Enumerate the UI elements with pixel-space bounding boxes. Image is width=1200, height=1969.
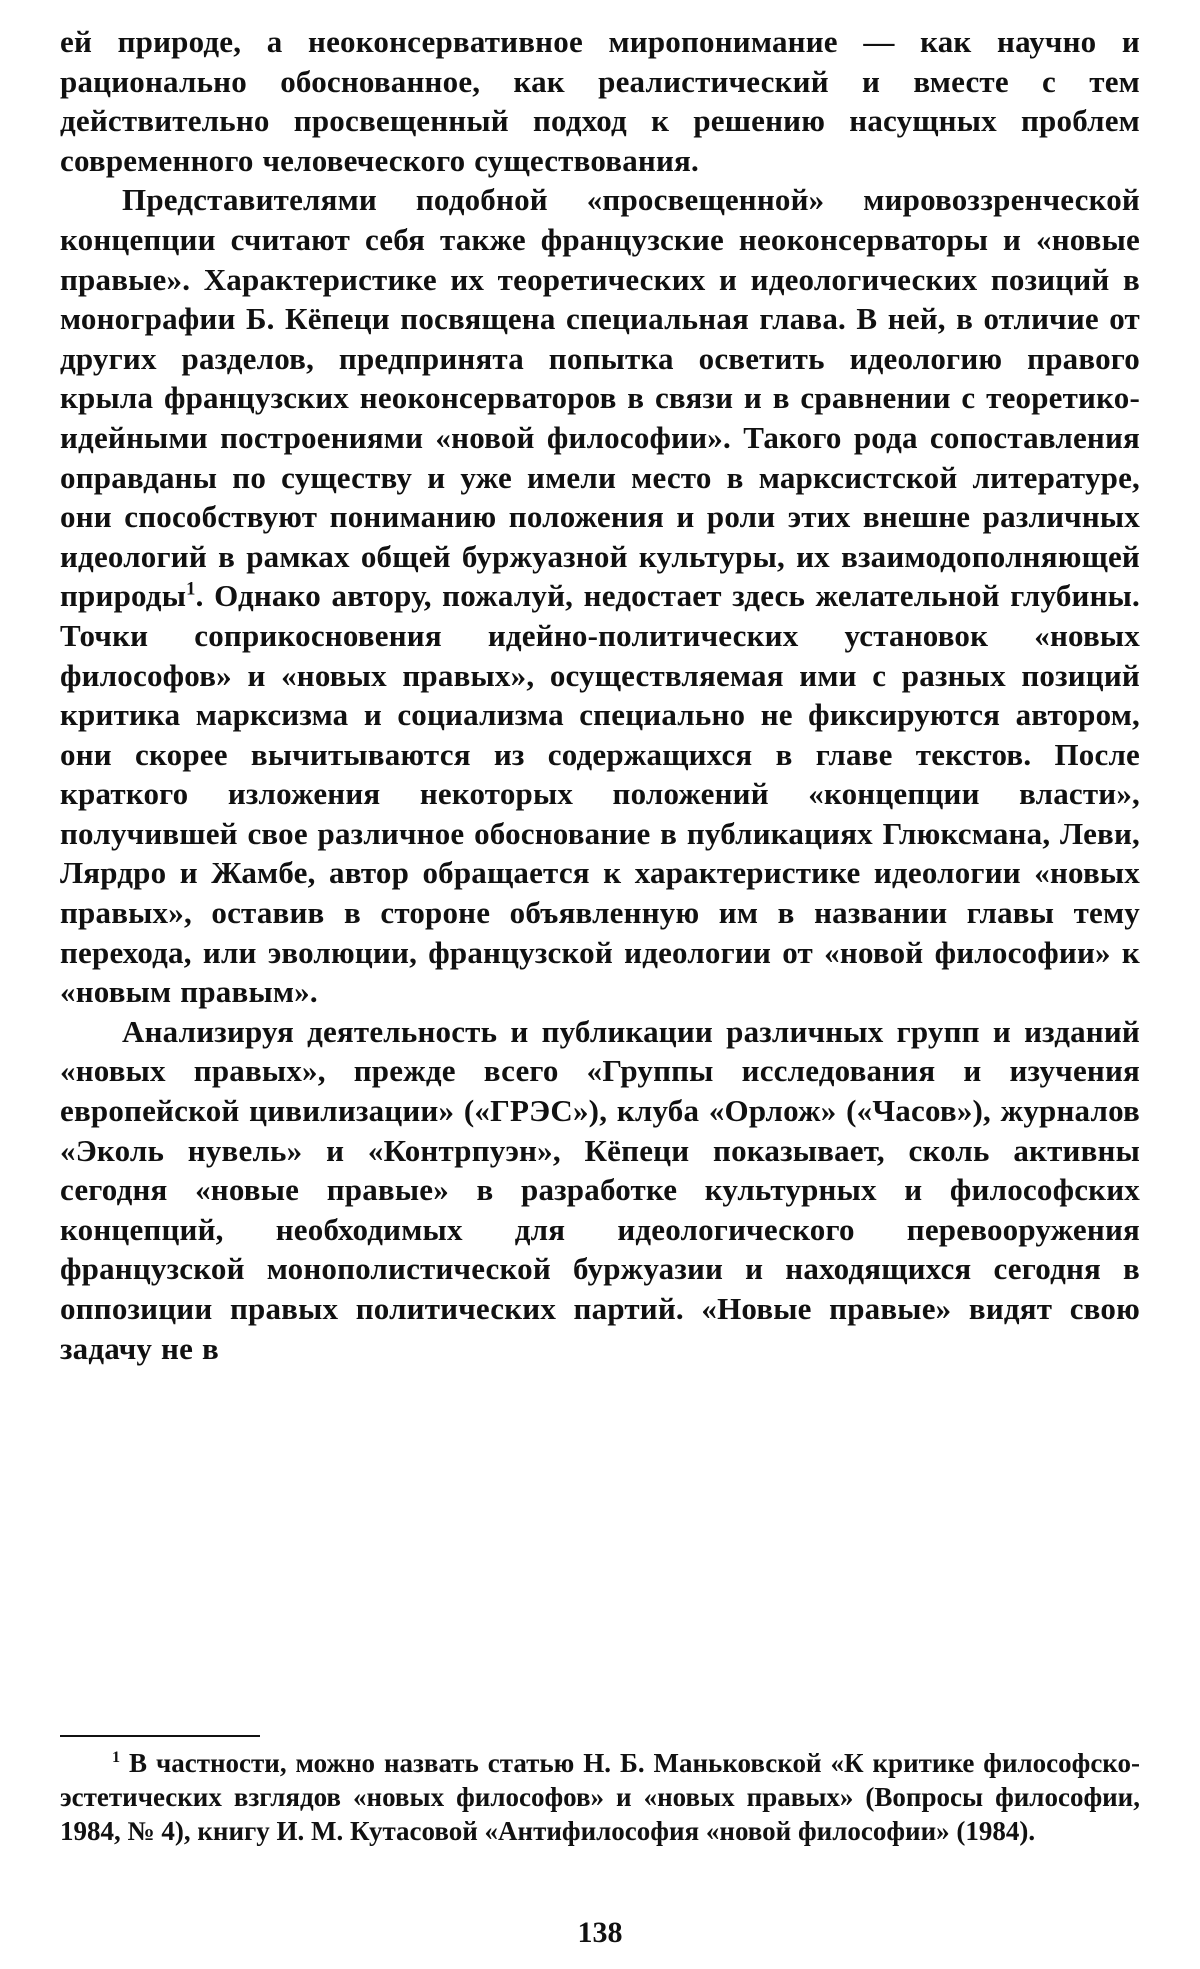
paragraph-3: Анализируя деятельность и публикации различных групп и изданий «новых правых», прежде всего «Группы исследования и изучения европейской цивилизации» («ГРЭС»), клуба «Орлож» («Часов»), журналов «Эколь нувель» и «Контрпуэн», Кёпеци показывает, сколь активны сегодня «новые правые» в разработке культурных и философских концепций, необходимых для идеологического перевооружения французской монополистической буржуазии и находящихся сегодня в оппозиции правых политических партий. «Новые правые» видят свою задачу не в <box>60 1013 1140 1366</box>
paragraph-1: ей природе, а неоконсервативное миропонимание — как научно и рационально обоснованное, как реалистический и вместе с тем действительно просвещенный подход к решению насущных проблем современного человеческого существования. <box>60 24 1140 178</box>
paragraph-2 <box>60 180 1140 1011</box>
page-body <box>60 22 1140 1368</box>
paragraph-2-continuation: . Однако автору, пожалуй, недостает здесь желательной глубины. Точки соприкосновения идейно-политических установок «новых философов» и «новых правых», осуществляемая ими с разных позиций критика марксизма и социализма специально не фиксируются автором, они скорее вычитываются из содержащихся в главе текстов. После краткого изложения некоторых положений «концепции власти», получившей свое различное обоснование в публикациях Глюксмана, Леви, Лярдро и Жамбе, автор обращается к характеристике идеологии «новых правых», оставив в стороне объявленную им в названии главы тему перехода, или эволюции, французской идеологии от «новой философии» к «новым правым». <box>60 578 1140 1010</box>
footnote <box>60 1746 1140 1848</box>
page-number: 138 <box>577 1916 623 1949</box>
paragraph-2-text: Представителями подобной «просвещенной» мировоззренческой концепции считают себя также французские неоконсерваторы и «новые правые». Характеристике их теоретических и идеологических позиций в монографии Б. Кёпеци посвящена специальная глава. В ней, в отличие от других разделов, предпринята попытка осветить идеологию правого крыла французских неоконсерваторов в связи и в сравнении с теоретико-идейными построениями «новой философии». Такого рода сопоставления оправданы по существу и уже имели место в марксистской литературе, они способствуют пониманию положения и роли этих внешне различных идеологий в рамках общей буржуазной культуры, их взаимодополняющей природы <box>60 182 1140 614</box>
footnote-text: В частности, можно назвать статью Н. Б. Маньковской «К критике философско-эстетических взглядов «новых философов» и «новых правых» (Вопросы философии, 1984, № 4), книгу И. М. Кутасовой «Антифилософия «новой философии» (1984). <box>60 1748 1140 1846</box>
footnote-reference[interactable]: 1 <box>186 578 196 600</box>
footnote-number: 1 <box>112 1748 121 1766</box>
footnote-divider <box>60 1735 260 1737</box>
